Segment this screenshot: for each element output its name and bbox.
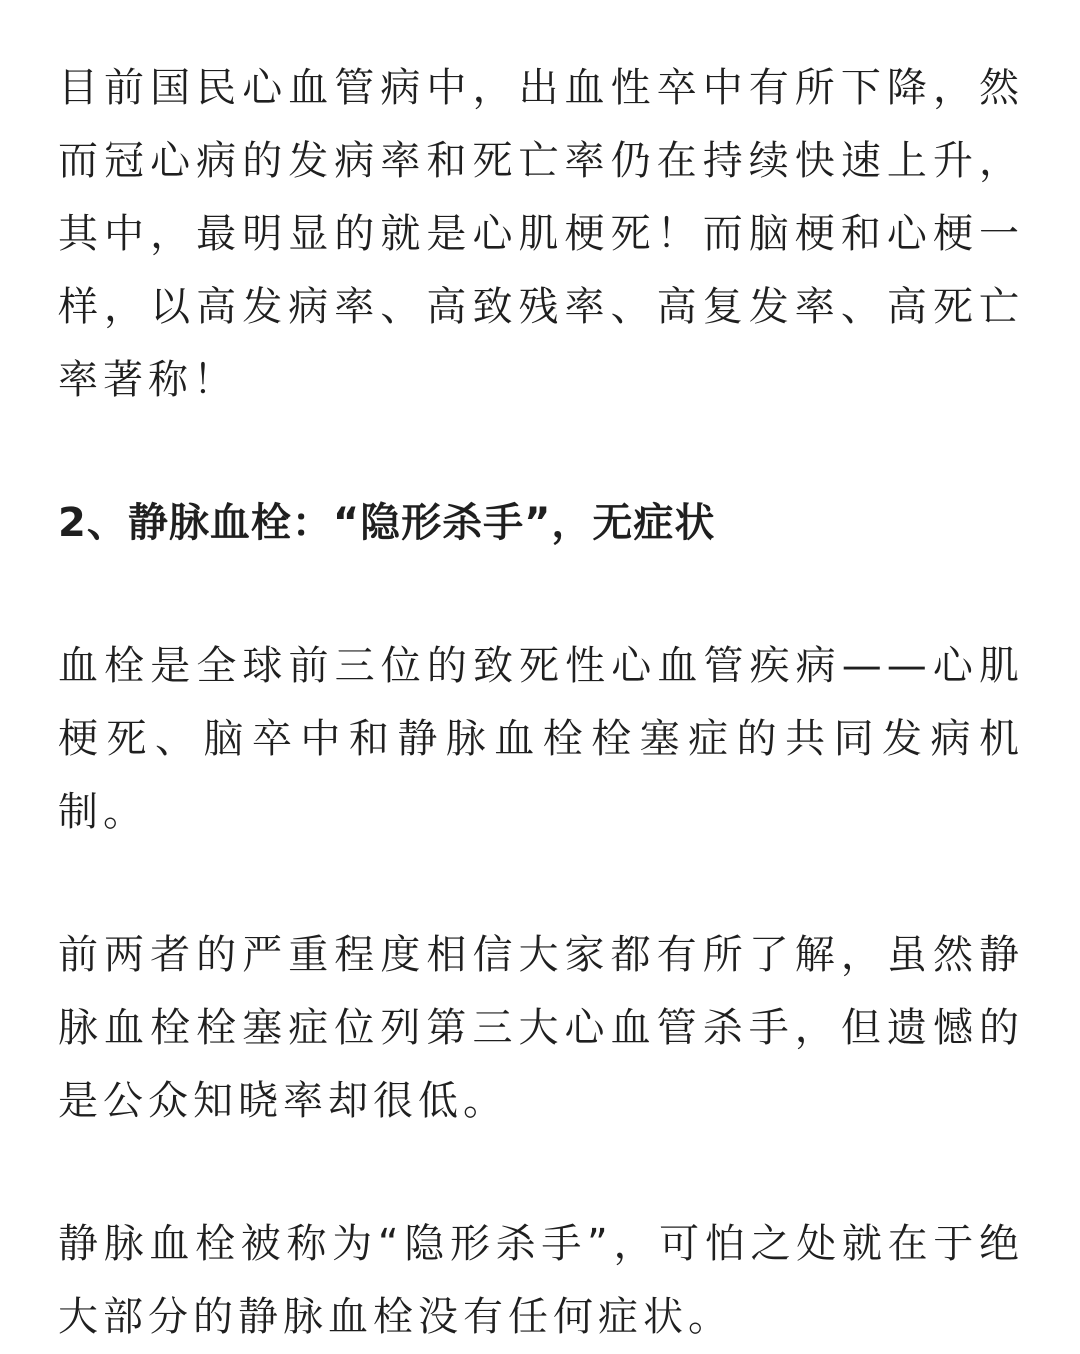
- paragraph-coronary-disease: 目前国民心血管病中，出血性卒中有所下降，然而冠心病的发病率和死亡率仍在持续快速上升，其中，最明显的就是心肌梗死！而脑梗和心梗一样，以高发病率、高致残率、高复发率、高死亡率著称！: [58, 65, 1024, 403]
- paragraph-thrombosis-mechanism: 血栓是全球前三位的致死性心血管疾病——心肌梗死、脑卒中和静脉血栓栓塞症的共同发病机制。: [58, 643, 1024, 835]
- article-body: [58, 52, 1024, 1354]
- section-heading-venous-thrombosis: 2、静脉血栓：“隐形杀手”，无症状: [58, 500, 716, 546]
- paragraph-invisible-killer: 静脉血栓被称为“隐形杀手”，可怕之处就在于绝大部分的静脉血栓没有任何症状。: [58, 1221, 1024, 1340]
- paragraph-public-awareness: 前两者的严重程度相信大家都有所了解，虽然静脉血栓栓塞症位列第三大心血管杀手，但遗憾的是公众知晓率却很低。: [58, 932, 1024, 1124]
